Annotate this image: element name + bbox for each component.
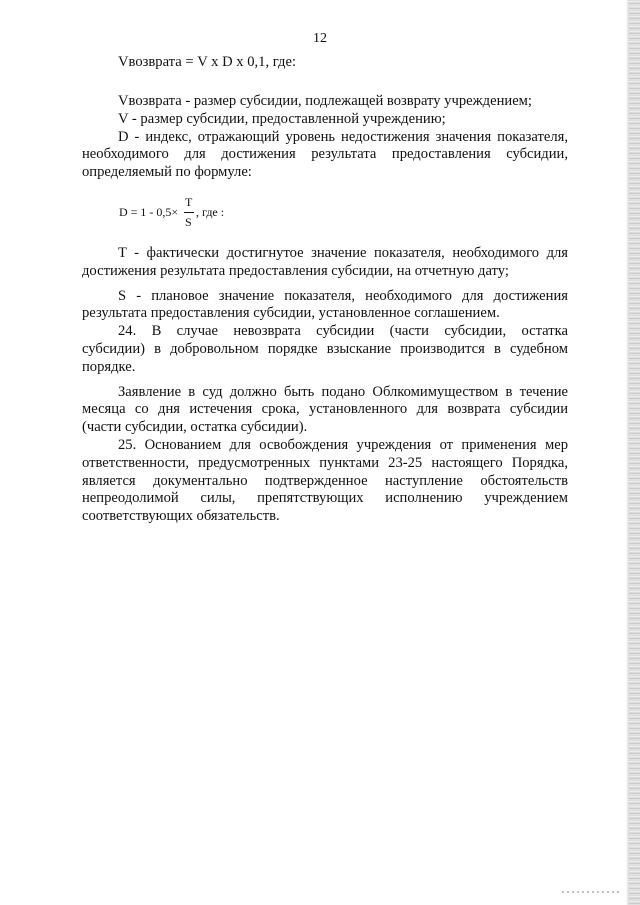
s-definition-line: S - плановое значение показателя, необходимого для достижения: [118, 287, 568, 304]
paragraph-25-line: ответственности, предусмотренных пунктами 23-25 настоящего Порядка,: [82, 454, 568, 471]
s-definition-line: результата предоставления субсидии, установленное соглашением.: [82, 305, 500, 322]
index-formula-suffix: , где :: [196, 205, 225, 219]
definition-v-refund: Vвозврата - размер субсидии, подлежащей возврату учреждением;: [118, 93, 532, 109]
paragraph-25-line: является документально подтвержденное наступление обстоятельств: [82, 472, 568, 489]
definition-d-line: D - индекс, отражающий уровень недостижения значения показателя,: [118, 128, 568, 145]
definition-d-line: необходимого для достижения результата предоставления субсидии,: [82, 146, 568, 163]
paragraph-25-line: 25. Основанием для освобождения учреждения от применения мер: [118, 436, 568, 453]
definition-d-line: определяемый по формуле:: [82, 164, 252, 181]
paragraph-25-line: непреодолимой силы, препятствующих исполнению учреждением: [82, 490, 568, 507]
main-text: [82, 245, 568, 526]
fraction-bar: [184, 212, 194, 213]
court-paragraph-line: (части субсидии, остатка субсидии).: [82, 419, 308, 436]
t-definition-line: T - фактически достигнутое значение показателя, необходимого для: [118, 245, 568, 261]
court-paragraph-line: Заявление в суд должно быть подано Облкомимуществом в течение: [118, 383, 568, 400]
scan-edge-noise: [629, 0, 640, 905]
refund-formula: Vвозврата = V x D x 0,1, где:: [118, 54, 296, 70]
scan-speck: [562, 891, 622, 893]
page-number: 12: [313, 31, 327, 46]
definitions-block: [82, 93, 568, 182]
index-formula-numerator: T: [185, 195, 193, 209]
paragraph-24-line: субсидии) в добровольном порядке взыскание производится в судебном: [82, 340, 568, 357]
paragraph-24-line: 24. В случае невозврата субсидии (части субсидии, остатка: [118, 323, 568, 340]
court-paragraph-line: месяца со дня истечения срока, установленного для возврата субсидии: [82, 401, 568, 418]
index-formula-denominator: S: [185, 215, 192, 229]
index-formula-left: D = 1 - 0,5×: [119, 205, 179, 219]
definition-v: V - размер субсидии, предоставленной учреждению;: [118, 110, 446, 127]
paragraph-25-line: соответствующих обязательств.: [82, 508, 280, 525]
t-definition-line: достижения результата предоставления субсидии, на отчетную дату;: [82, 262, 509, 279]
paragraph-24-line: порядке.: [82, 358, 136, 375]
